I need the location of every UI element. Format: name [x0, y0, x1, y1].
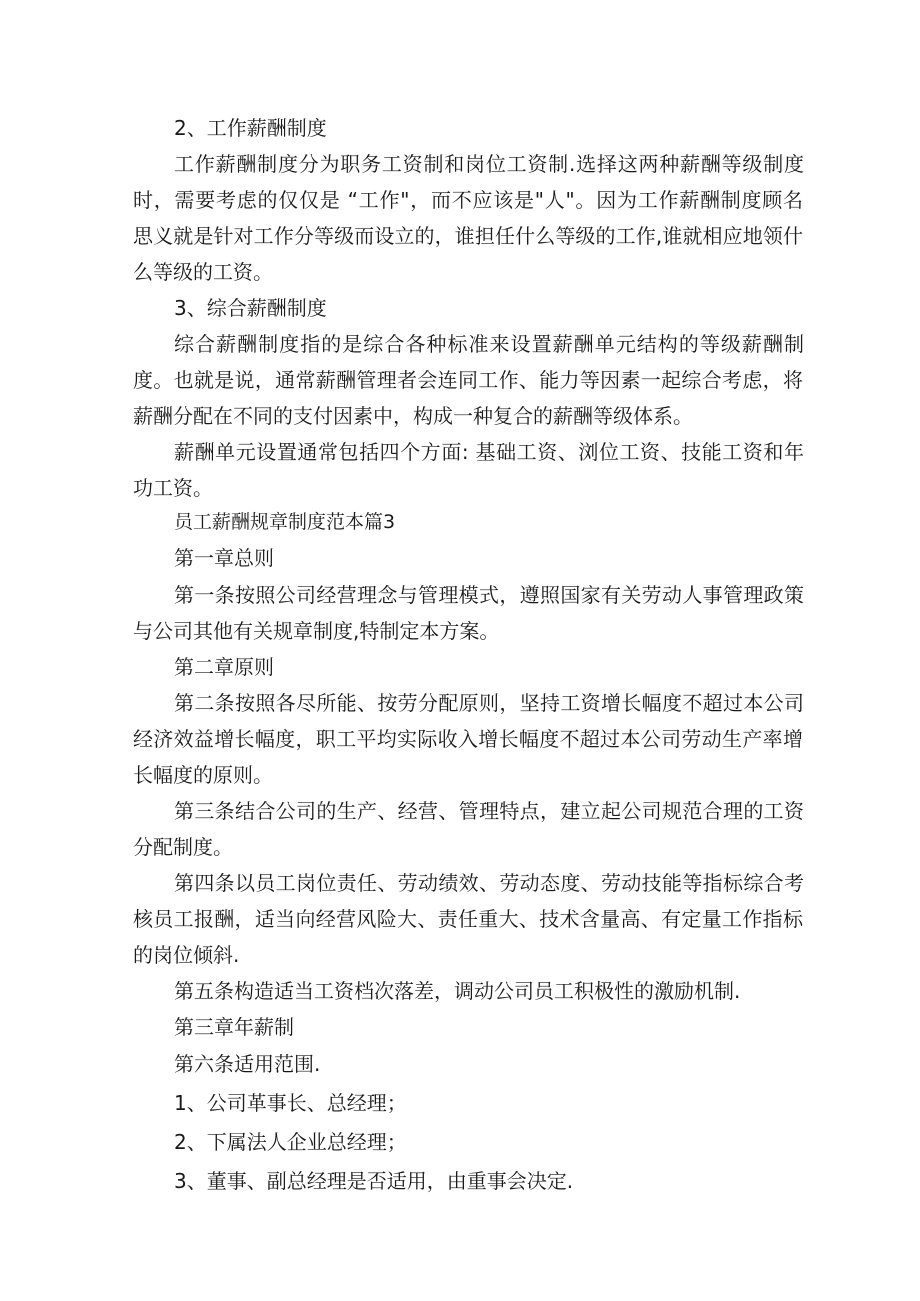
paragraph-line: 时，需要考虑的仅仅是 “工作"，而不应该是"人"。因为工作薪酬制度顾名: [133, 188, 803, 212]
paragraph-line: 么等级的工资。: [133, 260, 273, 284]
paragraph-line: 思义就是针对工作分等级而设立的，谁担任什么等级的工作,谁就相应地领什: [133, 224, 803, 248]
list-item: 2、下属法人企业总经理；: [174, 1130, 407, 1154]
section-heading: 第一章总则: [174, 546, 274, 570]
list-item: 1、公司革事长、总经理；: [174, 1091, 407, 1115]
paragraph-line: 分配制度。: [133, 835, 233, 859]
paragraph-line: 薪酬分配在不同的支付因素中，构成一种复合的薪酬等级体系。: [133, 404, 693, 428]
paragraph-line: 第五条构造适当工资档次落差，调动公司员工积极性的激励机制.: [174, 979, 741, 1003]
paragraph-line: 长幅度的原则。: [133, 763, 273, 787]
paragraph-line: 综合薪酬制度指的是综合各种标准来设置薪酬单元结构的等级薪酬制: [174, 332, 804, 356]
paragraph-line: 与公司其他有关规章制度,特制定本方案。: [133, 619, 500, 643]
paragraph-line: 第六条适用范围.: [174, 1052, 321, 1076]
paragraph-line: 的岗位倾斜.: [133, 943, 240, 967]
chapter-title: 员工薪酬规章制度范本篇3: [174, 511, 396, 533]
section-heading: 第三章年薪制: [174, 1015, 294, 1039]
list-item: 3、董事、副总经理是否适用，由重事会决定.: [174, 1169, 574, 1193]
paragraph-line: 功工资。: [133, 476, 213, 500]
paragraph-line: 第二条按照各尽所能、按劳分配原则，坚持工资增长幅度不超过本公司: [174, 691, 804, 715]
paragraph-line: 第三条结合公司的生产、经营、管理特点，建立起公司规范合理的工资: [174, 799, 804, 823]
paragraph-line: 第四条以员工岗位责任、劳动绩效、劳动态度、劳动技能等指标综合考: [174, 871, 804, 895]
paragraph-line: 薪酬单元设置通常包括四个方面: 基础工资、浏位工资、技能工资和年: [174, 440, 804, 464]
section-heading: 第二章原则: [174, 655, 274, 679]
section-heading: 3、综合薪酬制度: [174, 296, 327, 320]
paragraph-line: 第一条按照公司经营理念与管理模式，遵照国家有关劳动人事管理政策: [174, 583, 804, 607]
paragraph-line: 度。也就是说，通常薪酬管理者会连同工作、能力等因素一起综合考虑，将: [133, 368, 803, 392]
section-heading: 2、工作薪酬制度: [174, 116, 327, 140]
paragraph-line: 核员工报酬，适当向经营风险大、责任重大、技术含量高、有定量工作指标: [133, 907, 803, 931]
paragraph-line: 工作薪酬制度分为职务工资制和岗位工资制.选择这两种薪酬等级制度: [174, 152, 804, 176]
paragraph-line: 经济效益增长幅度，职工平均实际收入增长幅度不超过本公司劳动生产率增: [133, 727, 803, 751]
